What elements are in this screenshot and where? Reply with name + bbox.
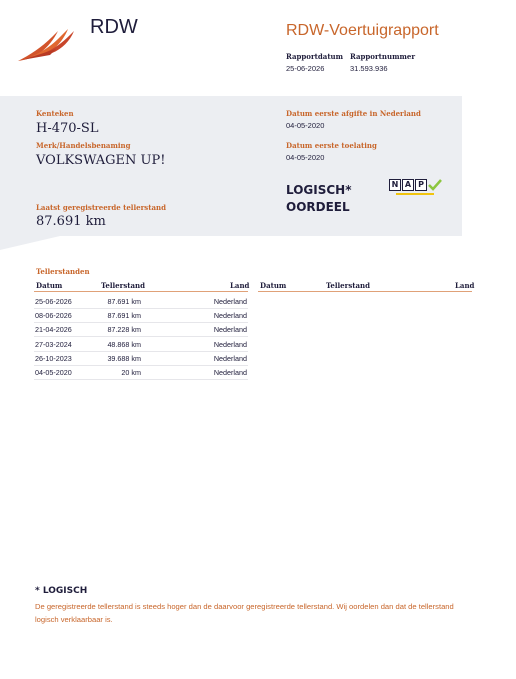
checkmark-icon (428, 179, 442, 191)
row-land: Nederland (213, 311, 247, 321)
panel-corner (0, 236, 60, 250)
last-odometer-value: 87.691 km (36, 214, 106, 229)
nap-letter: A (402, 179, 414, 191)
report-number: 31.593.936 (350, 64, 388, 73)
row-date: 04-05-2020 (35, 368, 72, 377)
plate-label: Kenteken (36, 109, 74, 118)
nap-badge (389, 179, 442, 191)
col-header-odometer-2: Tellerstand (326, 281, 371, 290)
row-odometer: 87.228 km (107, 325, 141, 335)
row-odometer: 20 km (121, 368, 141, 377)
row-land: Nederland (213, 353, 247, 363)
first-nl-value: 04-05-2020 (286, 121, 325, 130)
nap-underline (396, 193, 434, 195)
nap-letter: N (389, 179, 401, 191)
row-land: Nederland (213, 325, 247, 335)
make-value: VOLKSWAGEN UP! (36, 153, 166, 168)
header-rule (34, 291, 248, 292)
row-date: 08-06-2026 (35, 311, 72, 321)
report-date: 25-06-2026 (286, 64, 325, 73)
row-odometer: 48.868 km (107, 339, 141, 349)
table-row (34, 308, 248, 323)
first-nl-label: Datum eerste afgifte in Nederland (286, 109, 421, 118)
report-number-label: Rapportnummer (350, 52, 416, 61)
row-land: Nederland (213, 339, 247, 349)
row-date: 27-03-2024 (35, 339, 72, 349)
row-odometer: 87.691 km (107, 297, 141, 306)
first-admission-value: 04-05-2020 (286, 153, 325, 162)
col-header-land: Land (230, 281, 250, 290)
col-header-land-2: Land (455, 281, 475, 290)
table-row (34, 294, 248, 309)
row-odometer: 87.691 km (107, 311, 141, 321)
row-date: 21-04-2026 (35, 325, 72, 335)
row-land: Nederland (213, 297, 247, 306)
verdict-suffix: OORDEEL (286, 200, 350, 214)
col-header-odometer: Tellerstand (101, 281, 146, 290)
footnote-text: De geregistreerde tellerstand is steeds hoger dan de daarvoor geregistreerde tellerstand. Wij oordelen dan dat de tellerstand logisch verklaarbaar is. (35, 602, 454, 624)
col-header-date: Datum (36, 281, 63, 290)
verdict: LOGISCH* (286, 183, 352, 197)
plate-value: H-470-SL (36, 121, 99, 136)
make-label: Merk/Handelsbenaming (36, 141, 131, 150)
tellerstanden-title: Tellerstanden (36, 267, 90, 276)
row-date: 26-10-2023 (35, 353, 72, 363)
row-date: 25-06-2026 (35, 297, 72, 306)
table-row (34, 322, 248, 337)
row-odometer: 39.688 km (107, 353, 141, 363)
footnote-title: * LOGISCH (35, 586, 88, 596)
last-odometer-label: Laatst geregistreerde tellerstand (36, 203, 166, 212)
nap-letter: P (415, 179, 427, 191)
row-land: Nederland (213, 368, 247, 377)
first-admission-label: Datum eerste toelating (286, 141, 377, 150)
report-date-label: Rapportdatum (286, 52, 344, 61)
table-row (34, 337, 248, 352)
header-rule-2 (258, 291, 472, 292)
brand-name: RDW (90, 16, 138, 38)
rdw-logo-icon (16, 27, 76, 63)
table-row (34, 365, 248, 380)
col-header-date-2: Datum (260, 281, 287, 290)
table-row (34, 351, 248, 366)
report-title: RDW-Voertuigrapport (286, 22, 439, 39)
